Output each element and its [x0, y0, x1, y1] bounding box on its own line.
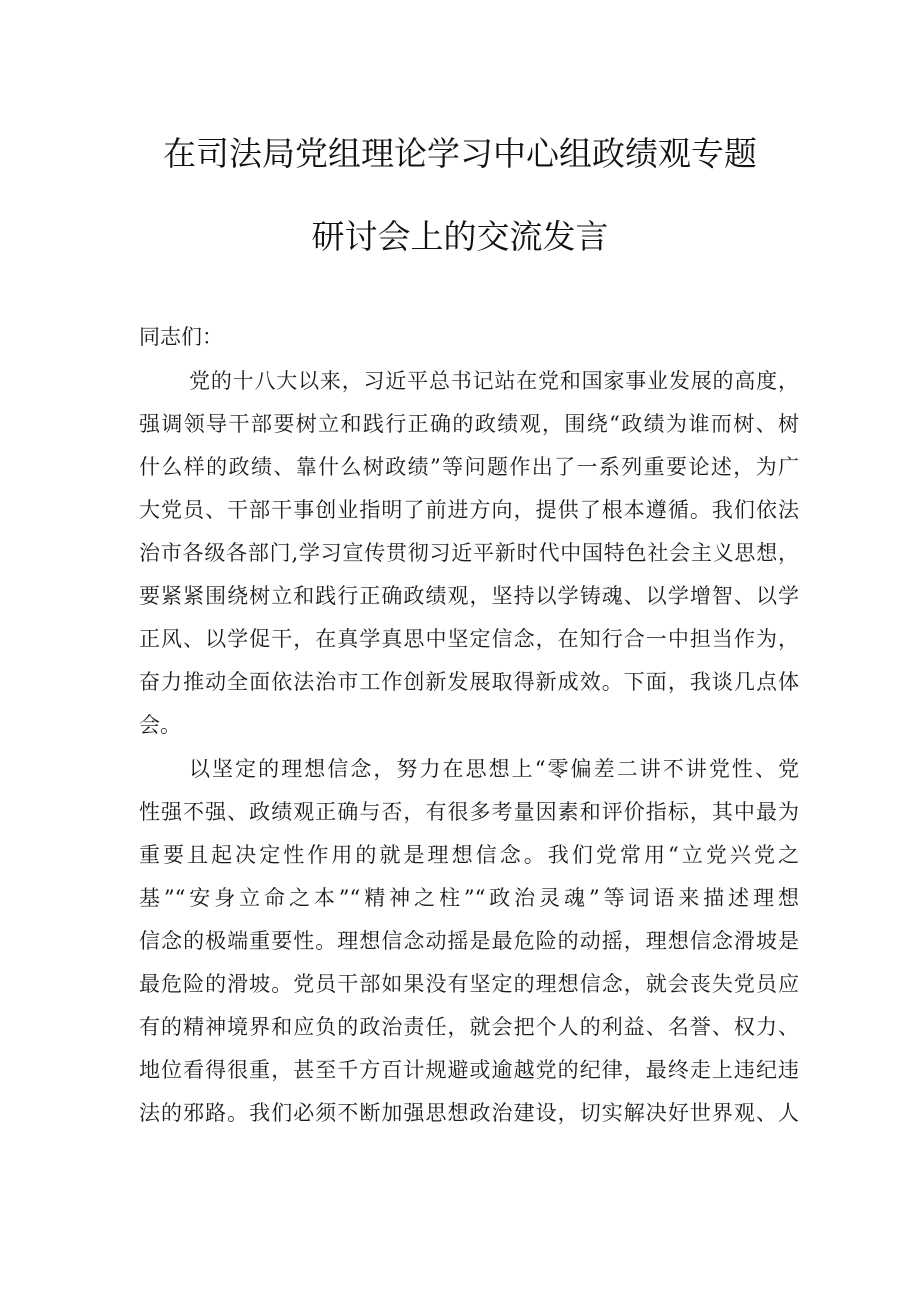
paragraph-2-line: 地位看得很重，甚至千方百计规避或逾越党的纪律，最终走上违纪违: [139, 1058, 799, 1082]
paragraph-1-line: 强调领导干部要树立和践行正确的政绩观，围绕“政绩为谁而树、树: [139, 412, 799, 436]
paragraph-2-line: 有的精神境界和应负的政治责任，就会把个人的利益、名誉、权力、: [139, 1015, 799, 1039]
paragraph-2-line: 基”“安身立命之本”“精神之柱”“政治灵魂”等词语来描述理想: [139, 886, 799, 910]
document-title-line-1: 在司法局党组理论学习中心组政绩观专题: [163, 134, 757, 173]
paragraph-1-line: 正风、以学促干，在真学真思中坚定信念，在知行合一中担当作为，: [139, 627, 799, 651]
paragraph-1-line: 大党员、干部干事创业指明了前进方向，提供了根本遵循。我们依法: [139, 498, 799, 522]
paragraph-1-line: 党的十八大以来，习近平总书记站在党和国家事业发展的高度，: [189, 369, 799, 393]
paragraph-1-line: 治市各级各部门,学习宣传贯彻习近平新时代中国特色社会主义思想，: [139, 541, 799, 565]
paragraph-2-line: 性强不强、政绩观正确与否，有很多考量因素和评价指标，其中最为: [139, 800, 799, 824]
salutation: 同志们：: [139, 325, 223, 349]
paragraph-2-line: 最危险的滑坡。党员干部如果没有坚定的理想信念，就会丧失党员应: [139, 972, 799, 996]
paragraph-2-line: 信念的极端重要性。理想信念动摇是最危险的动摇，理想信念滑坡是: [139, 929, 799, 953]
paragraph-2-line: 以坚定的理想信念，努力在思想上“零偏差二讲不讲党性、党: [189, 757, 799, 781]
document-title-line-2: 研讨会上的交流发言: [311, 217, 609, 256]
paragraph-2-line: 法的邪路。我们必须不断加强思想政治建设，切实解决好世界观、人: [139, 1101, 799, 1125]
paragraph-1-line: 什么样的政绩、靠什么树政绩”等问题作出了一系列重要论述，为广: [139, 455, 799, 479]
paragraph-2-line: 重要且起决定性作用的就是理想信念。我们党常用“立党兴党之: [139, 843, 799, 867]
paragraph-1-line: 奋力推动全面依法治市工作创新发展取得新成效。下面，我谈几点体: [139, 670, 799, 694]
paragraph-1-line: 会。: [139, 713, 181, 737]
paragraph-1-line: 要紧紧围绕树立和践行正确政绩观，坚持以学铸魂、以学增智、以学: [139, 584, 799, 608]
